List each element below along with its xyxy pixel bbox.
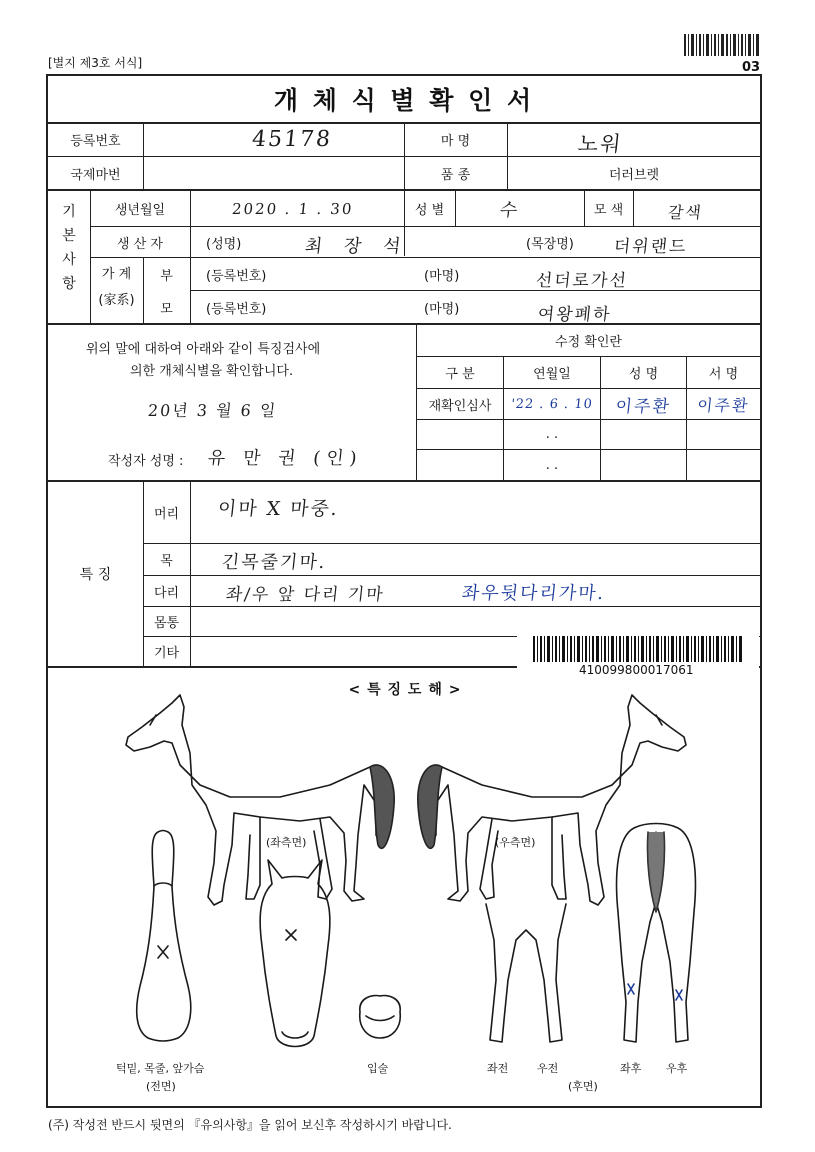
horse-name-label: 마 명 (440, 134, 471, 149)
correction-row-name: 이주환 (614, 396, 672, 417)
producer-name-value: 최 장 석 (303, 236, 410, 257)
confirm-date: 20년 3 월 6 일 (146, 401, 279, 420)
right-side-caption: (우측면) (495, 836, 536, 849)
farm-name-value: 더위랜드 (612, 237, 689, 257)
sticker-barcode (533, 636, 743, 662)
rear-caption: (후면) (568, 1080, 598, 1093)
dam-reg-no-label: (등록번호) (206, 302, 267, 317)
feature-value-legs: 좌/우 앞 다리 기마 (224, 585, 386, 605)
feature-value-neck: 긴목줄기마. (220, 552, 328, 573)
horse-front-neck-figure (128, 826, 198, 1046)
intl-no-label: 국제마번 (70, 167, 121, 183)
correction-row-date: . . (545, 427, 559, 442)
features-section-label: 특 징 (79, 566, 112, 583)
dam-name-label: (마명) (424, 302, 460, 317)
hind-right-caption: 우후 (666, 1062, 688, 1075)
form-id: [별지 제3호 서식] (48, 56, 143, 70)
sire-reg-no-label: (등록번호) (206, 269, 267, 284)
confirm-statement-line1: 위의 말에 대하여 아래와 같이 특징검사에 (86, 342, 321, 357)
birth-label: 생년월일 (114, 202, 166, 218)
correction-col-type: 구 분 (445, 367, 475, 382)
author-label: 작성자 성명 : (108, 454, 184, 469)
sire-label: 부 (160, 268, 173, 284)
feature-label-legs: 다리 (153, 585, 180, 601)
correction-col-sign: 서 명 (708, 367, 739, 382)
confirm-statement-line2: 의한 개체식별을 확인합니다. (130, 364, 294, 379)
breed-value: 더러브렛 (608, 167, 660, 183)
feature-label-head: 머리 (153, 506, 180, 522)
front-caption-1: 턱밑, 목줄, 앞가슴 (116, 1062, 205, 1075)
sire-name-label: (마명) (424, 269, 460, 284)
barcode-number: 410099800017061 (579, 663, 694, 677)
front-right-caption: 우전 (537, 1062, 559, 1075)
feature-label-body: 몸통 (153, 616, 180, 631)
coat-color-label: 모 색 (593, 202, 624, 218)
dam-label: 모 (160, 301, 173, 317)
footer-note: (주) 작성전 반드시 뒷면의 『유의사항』을 읽어 보신후 작성하시기 바랍니다. (48, 1118, 452, 1132)
reg-no-label: 등록번호 (70, 134, 121, 149)
author-value: 유 만 권 (인) (206, 448, 364, 469)
dam-name-value: 여왕폐하 (536, 305, 613, 325)
intl-no-value (144, 157, 404, 189)
horse-name-value: 노워 (576, 132, 624, 156)
front-left-caption: 좌전 (487, 1062, 509, 1075)
left-side-caption: (좌측면) (266, 836, 307, 849)
lineage-label: 가 계 (家系) (98, 267, 135, 308)
horse-front-legs-figure (476, 900, 576, 1050)
birth-value: 2020 . 1 . 30 (231, 200, 355, 218)
lips-caption: 입술 (367, 1062, 389, 1075)
producer-name-label: (성명) (206, 237, 242, 252)
horse-head-front-figure (250, 856, 340, 1056)
correction-header: 수정 확인란 (555, 334, 622, 350)
feature-label-neck: 목 (160, 554, 173, 569)
sex-label: 성 별 (414, 202, 445, 218)
top-barcode (684, 34, 760, 56)
correction-row-sign: 이주환 (696, 395, 751, 415)
hind-left-caption: 좌후 (620, 1062, 642, 1075)
breed-label: 품 종 (440, 167, 471, 183)
producer-label: 생 산 자 (117, 236, 163, 252)
correction-row-type: 재확인심사 (428, 398, 492, 414)
sire-name-value: 선더로가선 (534, 271, 629, 291)
horse-rear-figure (610, 822, 702, 1050)
sex-value: 수 (498, 200, 521, 221)
reg-no-value: 45178 (250, 127, 334, 152)
basic-section-label: 기 본 사 항 (62, 204, 76, 292)
correction-row-date: . . (545, 457, 559, 473)
farm-name-label: (목장명) (526, 237, 574, 252)
correction-row-date: '22 . 6 . 10 (510, 396, 594, 412)
feature-value-head: 이마 X 마중. (216, 498, 341, 520)
feature-extra-legs: 좌우뒷다리가마. (460, 583, 607, 604)
page-title: 개 체 식 별 확 인 서 (273, 86, 535, 115)
coat-color-value: 갈색 (666, 203, 704, 222)
page-code: 03 (742, 60, 761, 75)
feature-label-other: 기타 (153, 646, 180, 661)
front-caption-2: (전면) (146, 1080, 176, 1093)
correction-col-date: 연월일 (533, 367, 571, 382)
barcode-sticker (517, 632, 759, 678)
diagram-title: < 특 징 도 해 > (348, 682, 462, 698)
correction-col-name: 성 명 (628, 367, 659, 382)
horse-lips-figure (352, 992, 408, 1044)
